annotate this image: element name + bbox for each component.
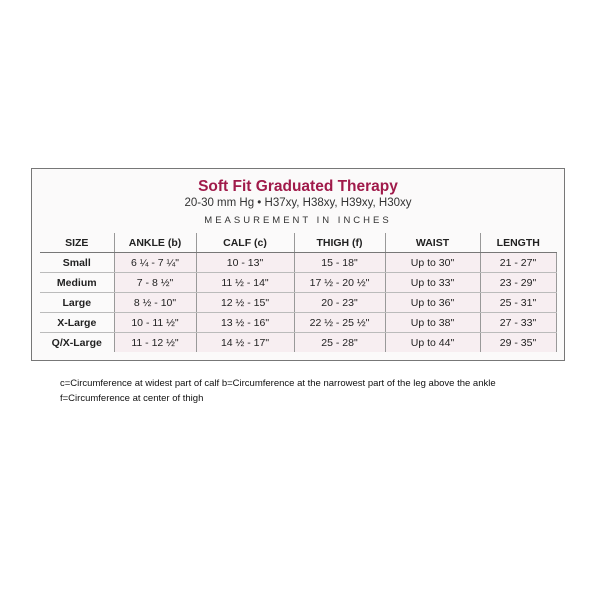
ankle-cell: 6 ¼ - 7 ¼" [114,253,196,273]
thigh-cell: 22 ½ - 25 ½" [294,313,385,333]
ankle-cell: 8 ½ - 10" [114,293,196,313]
chart-subtitle: 20-30 mm Hg • H37xy, H38xy, H39xy, H30xy [184,197,412,209]
waist-cell: Up to 36" [385,293,480,313]
footnote-line: f=Circumference at center of thigh [60,393,204,404]
thigh-cell: 17 ½ - 20 ½" [294,273,385,293]
size-cell: Large [40,293,114,313]
calf-cell: 12 ½ - 15" [196,293,294,313]
ankle-cell: 11 - 12 ½" [114,333,196,353]
calf-cell: 13 ½ - 16" [196,313,294,333]
table-row [40,273,556,293]
footnotes [60,376,580,406]
size-cell: Medium [40,273,114,293]
length-cell: 27 - 33" [480,313,556,333]
table-row [40,253,556,273]
size-cell: Small [40,253,114,273]
size-chart [31,168,565,361]
column-header-calf: CALF (c) [196,233,294,253]
length-cell: 25 - 31" [480,293,556,313]
column-header-waist: WAIST [385,233,480,253]
calf-cell: 14 ½ - 17" [196,333,294,353]
thigh-cell: 25 - 28" [294,333,385,353]
thigh-cell: 15 - 18" [294,253,385,273]
table-row [40,333,556,353]
table-row [40,293,556,313]
column-header-length: LENGTH [480,233,556,253]
column-header-size: SIZE [40,233,114,253]
ankle-cell: 7 - 8 ½" [114,273,196,293]
chart-title: Soft Fit Graduated Therapy [198,178,398,195]
footnote-line: c=Circumference at widest part of calf b=Circumference at the narrowest part of the leg above the ankle [60,378,496,389]
calf-cell: 11 ½ - 14" [196,273,294,293]
thigh-cell: 20 - 23" [294,293,385,313]
table-row [40,313,556,333]
waist-cell: Up to 33" [385,273,480,293]
table-header-row [40,233,556,253]
length-cell: 21 - 27" [480,253,556,273]
waist-cell: Up to 38" [385,313,480,333]
size-table [40,233,557,352]
column-header-thigh: THIGH (f) [294,233,385,253]
size-cell: Q/X-Large [40,333,114,353]
ankle-cell: 10 - 11 ½" [114,313,196,333]
measurement-label: MEASUREMENT IN INCHES [204,215,392,226]
length-cell: 29 - 35" [480,333,556,353]
waist-cell: Up to 44" [385,333,480,353]
length-cell: 23 - 29" [480,273,556,293]
column-header-ankle: ANKLE (b) [114,233,196,253]
waist-cell: Up to 30" [385,253,480,273]
size-cell: X-Large [40,313,114,333]
calf-cell: 10 - 13" [196,253,294,273]
